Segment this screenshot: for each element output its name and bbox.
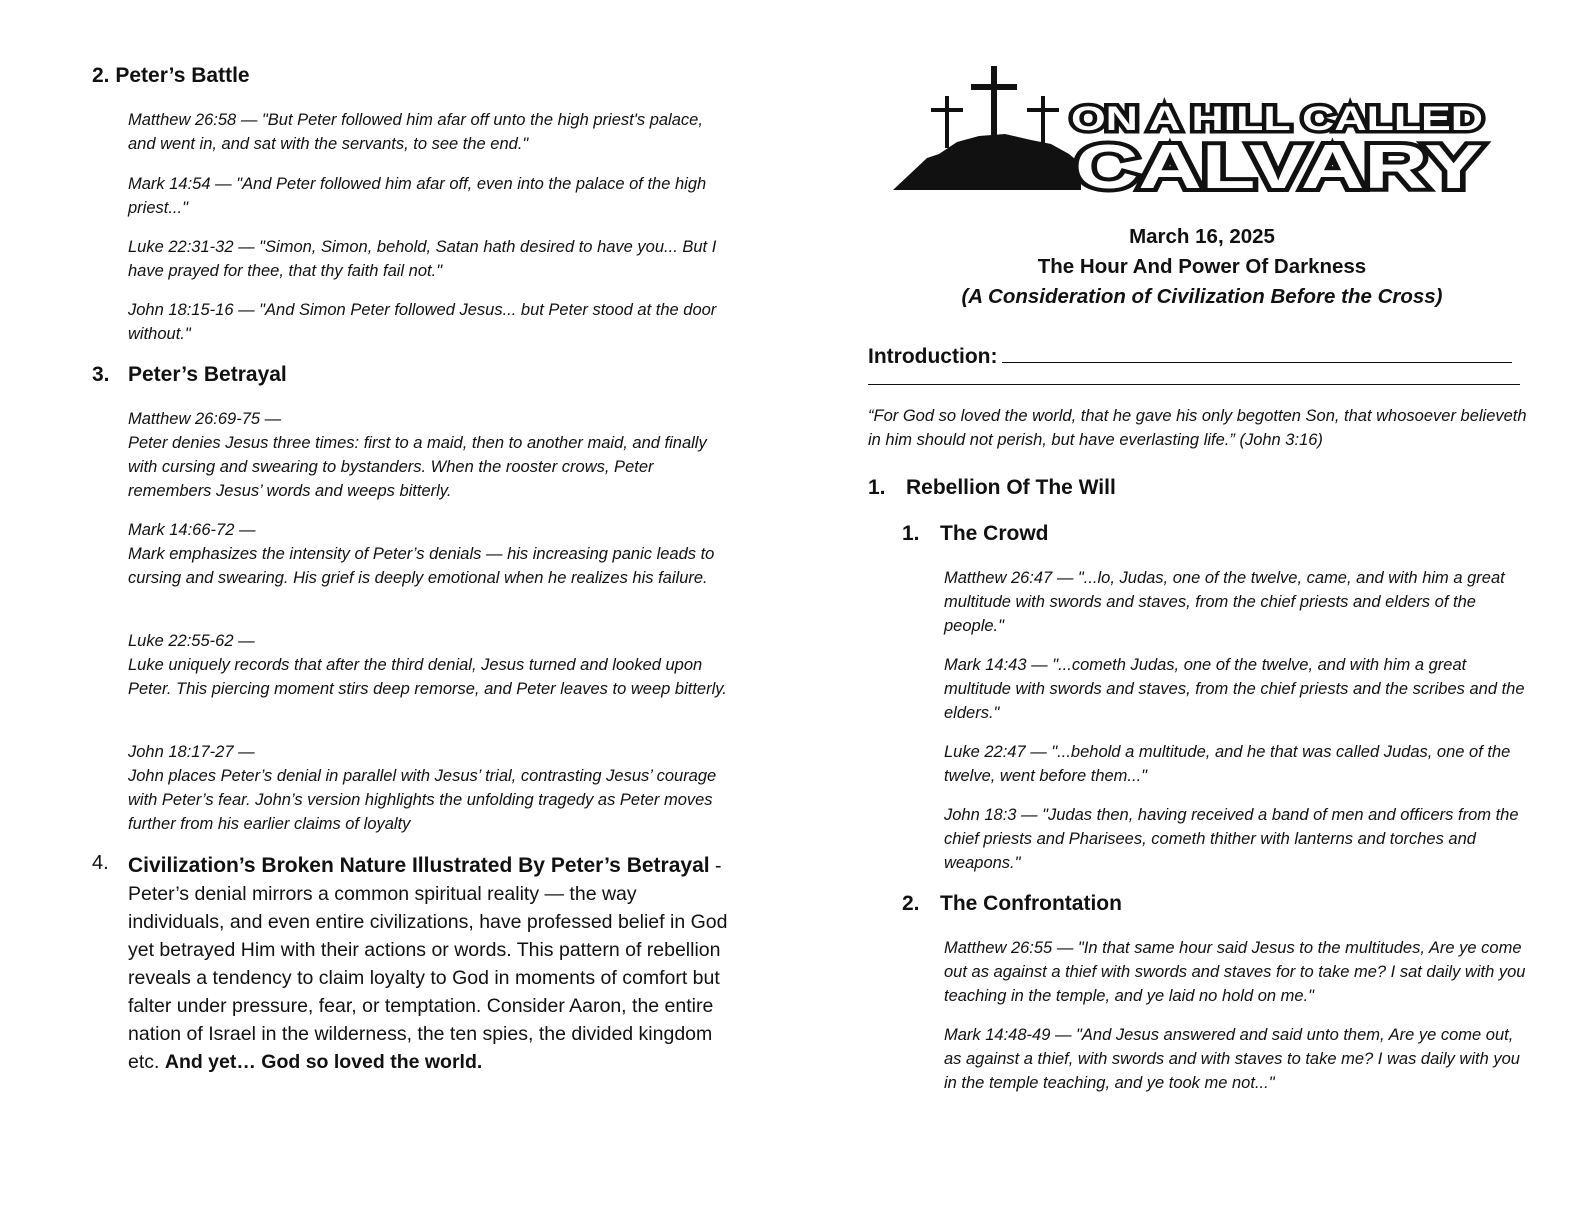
verse-mark-14-48: Mark 14:48-49 — "And Jesus answered and said unto them, Are ye come out, as against a thief, with swords and with staves to take me? I was daily with you in the temple teaching, and ye took me not...": [944, 1026, 1520, 1092]
john-3-16-quote: “For God so loved the world, that he gave his only begotten Son, that whosoever believeth in him should not perish, but have everlasting life.” (John 3:16): [868, 407, 1527, 449]
sermon-subtitle: (A Consideration of Civilization Before the Cross): [961, 285, 1443, 308]
introduction-blank-rule: [1002, 362, 1512, 363]
crosses-icon: [931, 66, 1059, 148]
section-number: 4.: [92, 852, 109, 874]
betrayal-entry-john: [128, 740, 728, 836]
betrayal-ref: John 18:17-27 —: [128, 743, 255, 761]
section-heading-peters-betrayal: [92, 363, 287, 387]
section-heading-rebellion: [868, 476, 1116, 500]
verse-luke-22-31: Luke 22:31-32 — "Simon, Simon, behold, Satan hath desired to have you... But I have prayed for thee, that thy faith fail not.": [128, 238, 717, 280]
section-number: 1.: [868, 476, 886, 499]
subsection-number: 1.: [902, 522, 920, 545]
betrayal-ref: Mark 14:66-72 —: [128, 521, 256, 539]
betrayal-ref: Matthew 26:69-75 —: [128, 410, 282, 428]
section-title: Peter’s Battle: [115, 64, 250, 87]
verse-john-18-3: John 18:3 — "Judas then, having received a band of men and officers from the chief priests and Pharisees, cometh thither with lanterns and torches and weapons.": [944, 806, 1519, 872]
section-heading-peters-battle: [92, 64, 250, 88]
betrayal-ref: Luke 22:55-62 —: [128, 632, 255, 650]
introduction-line: [868, 345, 1524, 369]
civilization-closing: And yet… God so loved the world.: [164, 1051, 483, 1073]
sermon-title: The Hour And Power Of Darkness: [1037, 255, 1367, 278]
betrayal-entry-luke: [128, 629, 728, 701]
section-number: 3.: [92, 363, 110, 386]
subsection-heading-confrontation: [902, 892, 1122, 916]
verse-john-18-15: John 18:15-16 — "And Simon Peter followed Jesus... but Peter stood at the door without.": [128, 301, 717, 343]
sermon-date: March 16, 2025: [1129, 225, 1275, 248]
section-civilization: [92, 852, 732, 1076]
subsection-heading-crowd: [902, 522, 1049, 546]
verse-matthew-26-55: Matthew 26:55 — "In that same hour said Jesus to the multitudes, Are ye come out as against a thief with swords and staves for to take me? I sat daily with you teaching in the temple, and ye laid no hold on me.": [944, 939, 1526, 1005]
section-title: Peter’s Betrayal: [128, 363, 287, 386]
subsection-title: The Confrontation: [940, 892, 1122, 915]
introduction-label: Introduction:: [868, 345, 998, 368]
subsection-number: 2.: [902, 892, 920, 915]
betrayal-entry-matthew: [128, 407, 728, 503]
verse-mark-14-54: Mark 14:54 — "And Peter followed him afar off, even into the palace of the high priest...": [128, 175, 707, 217]
section-title: Rebellion Of The Will: [906, 476, 1116, 499]
betrayal-text: Mark emphasizes the intensity of Peter’s denials — his increasing panic leads to cursing and swearing. His grief is deeply emotional when he realizes his failure.: [128, 545, 715, 587]
verse-matthew-26-47: Matthew 26:47 — "...lo, Judas, one of the twelve, came, and with him a great multitude with swords and staves, from the chief priests and elders of the people.": [944, 569, 1505, 635]
verse-matthew-26-58: Matthew 26:58 — "But Peter followed him afar off unto the high priest's palace, and went in, and sat with the servants, to see the end.": [128, 111, 703, 153]
introduction-second-rule: [868, 384, 1520, 385]
betrayal-entry-mark: [128, 518, 728, 590]
civilization-paragraph: [128, 852, 728, 1076]
betrayal-text: John places Peter’s denial in parallel with Jesus’ trial, contrasting Jesus’ courage with Peter’s fear. John’s version highlights the unfolding tragedy as Peter moves further from his earlier claims of loyalty: [128, 767, 717, 833]
betrayal-text: Luke uniquely records that after the third denial, Jesus turned and looked upon Peter. This piercing moment stirs deep remorse, and Peter leaves to weep bitterly.: [128, 656, 727, 698]
subsection-title: The Crowd: [940, 522, 1049, 545]
civilization-body: - Peter’s denial mirrors a common spiritual reality — the way individuals, and even entire civilizations, have professed belief in God yet betrayed Him with their actions or words. This pattern of rebellion reveals a tendency to claim loyalty to God in moments of comfort but falter under pressure, fear, or temptation. Consider Aaron, the entire nation of Israel in the wilderness, the ten spies, the divided kingdom etc.: [128, 855, 728, 1073]
section-title: Civilization’s Broken Nature Illustrated By Peter’s Betrayal: [128, 854, 710, 877]
betrayal-text: Peter denies Jesus three times: first to a maid, then to another maid, and finally with cursing and swearing to bystanders. When the rooster crows, Peter remembers Jesus’ words and weeps bitterly.: [128, 434, 707, 500]
calvary-logo: [893, 62, 1495, 194]
verse-mark-14-43: Mark 14:43 — "...cometh Judas, one of the twelve, and with him a great multitude with swords and staves, from the chief priests and the scribes and the elders.": [944, 656, 1525, 722]
verse-luke-22-47: Luke 22:47 — "...behold a multitude, and he that was called Judas, one of the twelve, went before them...": [944, 743, 1511, 785]
logo-line2: CALVARY: [1075, 133, 1483, 194]
hill-shape: [893, 134, 1081, 190]
logo-line1: ON A HILL CALLED: [1071, 100, 1483, 138]
section-number: 2.: [92, 64, 110, 87]
